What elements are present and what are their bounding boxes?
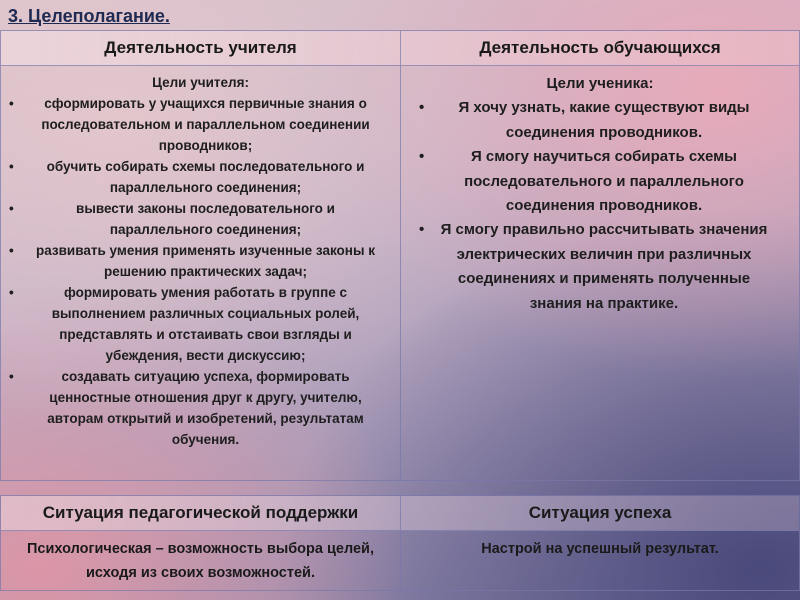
list-item: • развивать умения применять изученные законы к решению практических задач;: [1, 240, 400, 282]
teacher-activity-header: Деятельность учителя: [1, 31, 401, 65]
student-goals-cell: [401, 66, 799, 481]
pedagogical-support-text: Психологическая – возможность выбора целей, исходя из своих возможностей.: [1, 531, 401, 591]
list-item: • обучить собирать схемы последовательного и параллельного соединения;: [1, 156, 400, 198]
student-activity-header: Деятельность обучающихся: [479, 38, 721, 57]
list-item: • создавать ситуацию успеха, формировать ценностные отношения друг к другу, учителю, авторам открытий и изобретений, результатам обучения.: [1, 366, 400, 450]
teacher-goals-cell: [1, 66, 401, 481]
situation-table: [0, 495, 800, 591]
list-item: • вывести законы последовательного и параллельного соединения;: [1, 198, 400, 240]
activity-table-header: [1, 31, 799, 66]
situation-table-header: [1, 496, 799, 531]
pedagogical-support-header: Ситуация педагогической поддержки: [1, 496, 401, 530]
student-goals-list: [401, 96, 799, 316]
success-situation-header: Ситуация успеха: [528, 503, 672, 522]
list-item: • Я хочу узнать, какие существуют виды соединения проводников.: [401, 96, 799, 145]
success-situation-text: Настрой на успешный результат.: [481, 541, 719, 557]
list-item: • Я смогу научиться собирать схемы последовательного и параллельного соединения проводников.: [401, 145, 799, 218]
list-item: • сформировать у учащихся первичные знания о последовательном и параллельном соединении проводников;: [1, 93, 400, 156]
situation-table-body: [1, 531, 799, 591]
list-item: • формировать умения работать в группе с выполнением различных социальных ролей, представлять и отстаивать свои взгляды и убеждения, вести дискуссию;: [1, 282, 400, 366]
slide-title: 3. Целеполагание.: [8, 6, 170, 26]
teacher-goals-list: [1, 93, 400, 450]
teacher-goals-heading: Цели учителя:: [152, 75, 249, 90]
list-item: • Я смогу правильно рассчитывать значения электрических величин при различных соединениях и применять полученные знания на практике.: [401, 218, 799, 316]
activity-table: [0, 30, 800, 481]
activity-table-body: [1, 66, 799, 481]
student-goals-heading: Цели ученика:: [546, 75, 654, 92]
